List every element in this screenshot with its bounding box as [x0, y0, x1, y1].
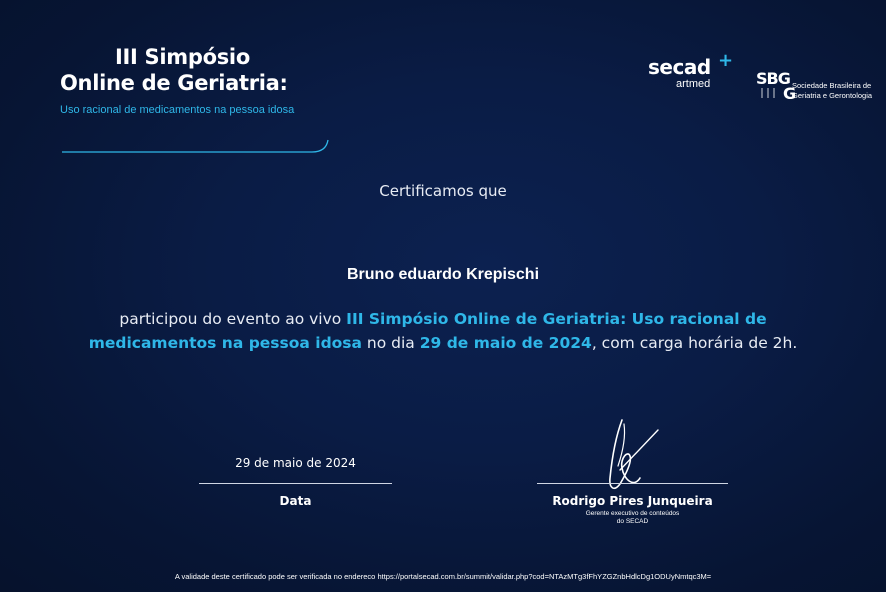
signatory-role-line1: Gerente executivo de conteúdos — [585, 510, 680, 517]
signature-icon — [600, 418, 670, 496]
sbgg-logo-text — [792, 81, 872, 101]
secad-logo-name: secad — [648, 55, 711, 79]
participant-name: Bruno eduardo Krepischi — [346, 266, 540, 283]
plus-icon: + — [718, 50, 734, 71]
signatory-name: Rodrigo Pires Junqueira — [552, 494, 713, 508]
secad-logo — [648, 50, 738, 90]
svg-text:G: G — [783, 84, 796, 102]
signatory-role — [537, 510, 728, 526]
signature-line — [537, 483, 728, 484]
svg-text:SBG: SBG — [756, 69, 790, 88]
certify-intro: Certificamos que — [379, 182, 507, 200]
body-text-1: participou do evento ao vivo — [119, 310, 347, 328]
secad-logo-sub: artmed — [676, 78, 711, 90]
logo-arc-icon — [60, 136, 332, 158]
validation-footer: A validade deste certificado pode ser verificada no endereco https://portalsecad.com.br/summit/validar.php?cod=NTAzMTg3fFhYZGZnbHdlcDg1ODUyNmtqc3M= — [174, 572, 712, 581]
body-text-2: no dia — [362, 334, 420, 352]
date-value: 29 de maio de 2024 — [235, 456, 356, 470]
event-logo-subtitle: Uso racional de medicamentos na pessoa idosa — [60, 104, 295, 116]
sbgg-logo-line2: Geriatria e Gerontologia — [792, 91, 873, 100]
event-logo-line1: III Simpósio — [115, 45, 250, 69]
sbgg-logo-line1: Sociedade Brasileira de — [792, 81, 872, 90]
date-line — [199, 483, 392, 484]
sbgg-mark-icon — [756, 66, 796, 102]
certificate-body — [70, 307, 816, 355]
event-date: 29 de maio de 2024 — [419, 334, 592, 352]
event-logo-line2: Online de Geriatria: — [60, 71, 288, 95]
sbgg-logo — [756, 66, 886, 106]
signatory-role-line2: do SECAD — [616, 518, 649, 525]
body-text-3: , com carga horária de 2h. — [591, 334, 798, 352]
date-label: Data — [279, 494, 312, 508]
event-logo — [60, 44, 350, 116]
event-name: III Simpósio Online de Geriatria: Uso racional de medicamentos na pessoa idosa — [88, 310, 767, 352]
